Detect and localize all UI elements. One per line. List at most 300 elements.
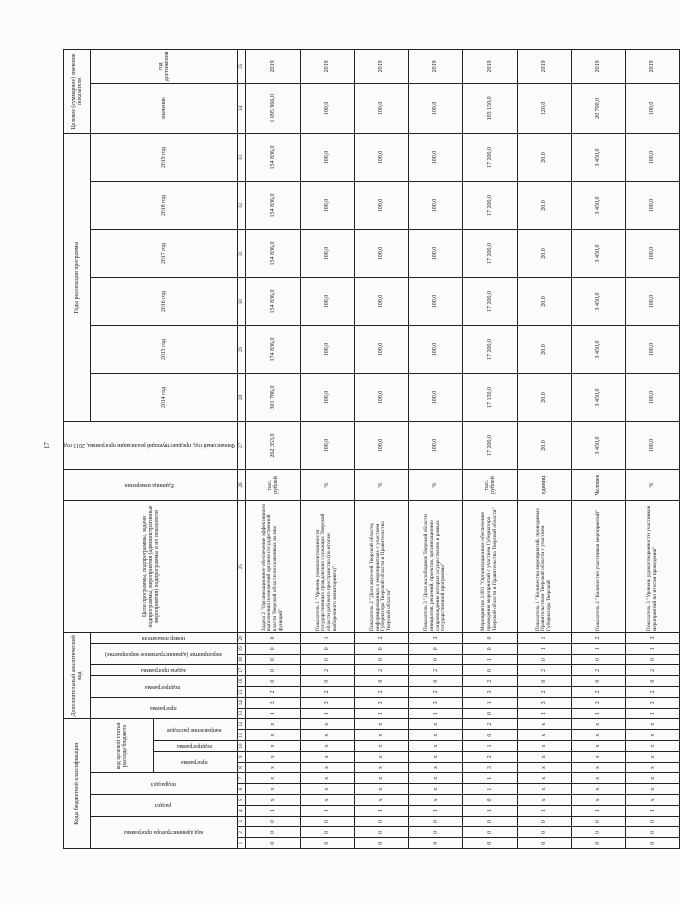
code-cell: 1 (571, 643, 625, 654)
code-cell: 2 (571, 687, 625, 698)
goal-text: Мероприятие 2.001 "Организационное обеспечение проведения мероприятий с участием Губернатора Тверской области и Правительства Тверской области" (463, 501, 517, 633)
code-cell: x (626, 784, 680, 795)
code-cell: 0 (409, 816, 463, 827)
code-cell: x (300, 773, 354, 784)
target-year: 2019 (463, 50, 517, 84)
code-cell: 3 (300, 697, 354, 708)
target-header: Целевое (суммарное) значение показателя (64, 50, 91, 134)
col-num: 16 (238, 676, 246, 687)
code-cell: x (300, 719, 354, 730)
code-cell: 3 (517, 697, 571, 708)
fin-year-header: Финансовый год, предшествующий реализации программы, 2013 год (64, 421, 238, 469)
code-cell: 0 (517, 838, 571, 849)
year-value: 100,0 (626, 277, 680, 325)
col-num: 8 (238, 762, 246, 773)
code-cell: 0 (463, 643, 517, 654)
year-value: 3 450,0 (571, 373, 625, 421)
code-cell: 0 (571, 827, 625, 838)
unit-cell: тыс. рублей (463, 469, 517, 500)
year-value: 100,0 (300, 230, 354, 278)
col-num: 18 (238, 654, 246, 665)
year-value: 3 450,0 (571, 182, 625, 230)
target-value: 100,0 (354, 83, 408, 133)
code-cell: 0 (354, 654, 408, 665)
code-cell: 0 (517, 827, 571, 838)
code-cell: x (300, 784, 354, 795)
code-cell: x (409, 784, 463, 795)
code-cell: 0 (571, 676, 625, 687)
year-value: 20,0 (517, 325, 571, 373)
code-cell: 0 (626, 816, 680, 827)
year-value: 20,0 (517, 373, 571, 421)
code-cell: x (300, 730, 354, 741)
goal-text: Показатель 1 "Уровень укомплектованности государственных гражданских служащих Тверской области рабочего пространства (по итогам выборочного мониторинга)" (300, 501, 354, 633)
col-num: 9 (238, 751, 246, 762)
code-cell: x (626, 741, 680, 752)
year-value: 100,0 (409, 182, 463, 230)
code-cell: 1 (300, 805, 354, 816)
unit-cell: % (354, 469, 408, 500)
code-cell: 2 (409, 687, 463, 698)
code-cell: 0 (463, 795, 517, 806)
code-cell: x (517, 730, 571, 741)
year-value: 100,0 (354, 373, 408, 421)
code-cell: 0 (246, 827, 300, 838)
code-cell: 0 (246, 676, 300, 687)
code-cell: 0 (354, 838, 408, 849)
year-value: 17 150,0 (463, 373, 517, 421)
target-value: 103 150,0 (463, 83, 517, 133)
year-value: 301 786,0 (246, 373, 300, 421)
year-value: 20,0 (517, 277, 571, 325)
code-cell: x (409, 719, 463, 730)
unit-cell: единиц (517, 469, 571, 500)
subprogram-code-header: подпрограмма (154, 741, 238, 752)
code-cell: 1 (517, 708, 571, 719)
code-cell: 3 (626, 633, 680, 644)
code-cell: 1 (300, 708, 354, 719)
target-year: 2019 (626, 50, 680, 84)
code-cell: x (354, 741, 408, 752)
year-value: 100,0 (354, 277, 408, 325)
year-value: 100,0 (300, 182, 354, 230)
code-cell: 0 (300, 654, 354, 665)
code-cell: 2 (300, 687, 354, 698)
unit-cell: % (409, 469, 463, 500)
year-value: 20,0 (517, 230, 571, 278)
code-cell: 0 (463, 838, 517, 849)
col-num: 27 (238, 421, 246, 469)
year-value: 20,0 (517, 182, 571, 230)
col-num: 29 (238, 325, 246, 373)
code-cell: x (246, 751, 300, 762)
code-cell: 1 (463, 773, 517, 784)
year-value: 20,0 (517, 134, 571, 182)
year-value: 3 450,0 (571, 230, 625, 278)
col-num: 25 (238, 501, 246, 633)
code-cell: x (626, 773, 680, 784)
code-cell: 1 (626, 805, 680, 816)
code-cell: 0 (246, 838, 300, 849)
additional-code-header: Дополнительный аналитический код (64, 633, 91, 719)
code-cell: 0 (300, 676, 354, 687)
col-num: 28 (238, 373, 246, 421)
code-cell: x (246, 741, 300, 752)
code-cell: 2 (571, 633, 625, 644)
program-table (63, 49, 680, 849)
table-row (354, 50, 408, 849)
table-row (409, 50, 463, 849)
col-num: 10 (238, 741, 246, 752)
col-num: 19 (238, 643, 246, 654)
unit-cell: % (626, 469, 680, 500)
col-num: 5 (238, 795, 246, 806)
code-cell: x (626, 719, 680, 730)
table-row (463, 50, 517, 849)
col-num: 34 (238, 83, 246, 133)
code-cell: x (571, 751, 625, 762)
year-value: 100,0 (300, 373, 354, 421)
code-cell: x (300, 741, 354, 752)
code-cell: 0 (246, 643, 300, 654)
col-num: 14 (238, 697, 246, 708)
unit-header: Единица измерения (64, 469, 238, 500)
code-cell: x (300, 762, 354, 773)
col-num: 12 (238, 719, 246, 730)
code-cell: x (626, 795, 680, 806)
code-cell: 2 (354, 633, 408, 644)
year-value: 100,0 (300, 325, 354, 373)
code-cell: 2 (409, 665, 463, 676)
code-cell: 1 (409, 708, 463, 719)
target-year: 2019 (354, 50, 408, 84)
target-value: 120,0 (517, 83, 571, 133)
code-cell: 1 (463, 805, 517, 816)
code-cell: x (626, 730, 680, 741)
code-cell: 2 (246, 687, 300, 698)
goal-text: Задача 2 "Организационное обеспечение эффективного выполнения полномочий органов государственной власти Тверской области возложенных на них функций" (246, 501, 300, 633)
goals-header: Цели программы, подпрограммы, задачи подпрограммы, мероприятия (административные мероприятия) подпрограммы и их показатели (64, 501, 238, 633)
program-table-sheet (63, 49, 658, 849)
add-task-header: задача программы (91, 665, 238, 676)
code-cell: x (517, 784, 571, 795)
year-value: 154 836,0 (246, 277, 300, 325)
code-cell: 1 (463, 784, 517, 795)
code-cell: 0 (409, 838, 463, 849)
add-measure-header: мероприятие (административное мероприятие) (91, 643, 238, 665)
table-row (626, 50, 680, 849)
code-cell: 0 (300, 838, 354, 849)
code-cell: x (246, 773, 300, 784)
years-header: Годы реализации программы (64, 134, 91, 422)
table-row (517, 50, 571, 849)
code-cell: 3 (571, 697, 625, 708)
code-cell: 1 (571, 708, 625, 719)
code-cell: x (517, 773, 571, 784)
col-num: 31 (238, 230, 246, 278)
code-cell: 1 (463, 741, 517, 752)
year-value: 100,0 (354, 182, 408, 230)
year-2018-header: 2018 год (91, 182, 238, 230)
target-value: 100,0 (626, 83, 680, 133)
code-cell: 0 (300, 827, 354, 838)
code-cell: 1 (246, 805, 300, 816)
code-cell: x (354, 751, 408, 762)
year-value: 17 200,0 (463, 230, 517, 278)
code-cell: x (246, 719, 300, 730)
code-cell: x (517, 762, 571, 773)
code-cell: 0 (626, 654, 680, 665)
year-value: 100,0 (626, 325, 680, 373)
year-value: 100,0 (626, 134, 680, 182)
code-cell: 1 (354, 708, 408, 719)
page-number: 17 (43, 442, 51, 449)
code-cell: 0 (463, 827, 517, 838)
code-cell: x (571, 762, 625, 773)
code-cell: x (409, 730, 463, 741)
code-cell: 2 (463, 676, 517, 687)
unit-cell: Человек (571, 469, 625, 500)
code-cell: 3 (626, 697, 680, 708)
target-value: 100,0 (300, 83, 354, 133)
target-value: 1 095 966,0 (246, 83, 300, 133)
code-cell: 0 (246, 816, 300, 827)
target-year: 2019 (300, 50, 354, 84)
column-number-row (238, 50, 246, 849)
year-value: 100,0 (626, 373, 680, 421)
table-row (571, 50, 625, 849)
year-value: 100,0 (409, 134, 463, 182)
code-cell: x (246, 762, 300, 773)
table-row (300, 50, 354, 849)
code-cell: 2 (300, 665, 354, 676)
year-value: 100,0 (409, 373, 463, 421)
year-value: 100,0 (300, 277, 354, 325)
table-row (246, 50, 300, 849)
code-cell: 0 (517, 676, 571, 687)
code-cell: 1 (517, 633, 571, 644)
base-value: 3 450,0 (571, 421, 625, 469)
code-cell: 0 (626, 676, 680, 687)
code-cell: 3 (463, 687, 517, 698)
col-num: 33 (238, 134, 246, 182)
code-cell: x (571, 719, 625, 730)
year-value: 100,0 (626, 230, 680, 278)
col-num: 11 (238, 730, 246, 741)
col-num: 20 (238, 633, 246, 644)
program-code-header: программа (154, 751, 238, 773)
code-cell: 0 (463, 665, 517, 676)
code-cell: x (300, 751, 354, 762)
code-cell: x (571, 784, 625, 795)
col-num: 15 (238, 687, 246, 698)
code-cell: x (409, 751, 463, 762)
code-cell: 0 (463, 730, 517, 741)
code-cell: 0 (463, 633, 517, 644)
add-program-header: программа (91, 697, 238, 719)
code-cell: x (409, 741, 463, 752)
code-cell: x (246, 730, 300, 741)
year-value: 100,0 (409, 277, 463, 325)
code-cell: 0 (246, 665, 300, 676)
year-value: 100,0 (354, 230, 408, 278)
col-num: 30 (238, 277, 246, 325)
target-year: 2019 (571, 50, 625, 84)
goal-text: Показатель 2 "Количество участников мероприятий" (571, 501, 625, 633)
code-cell: 0 (354, 643, 408, 654)
code-cell: 0 (354, 816, 408, 827)
col-num: 13 (238, 708, 246, 719)
code-cell: 1 (354, 805, 408, 816)
target-value: 20 700,0 (571, 83, 625, 133)
target-year: 2019 (246, 50, 300, 84)
year-value: 154 836,0 (246, 134, 300, 182)
year-value: 154 836,0 (246, 230, 300, 278)
code-cell: 1 (463, 654, 517, 665)
col-num: 26 (238, 469, 246, 500)
admin-code-header: код администратора программы (91, 816, 238, 848)
code-cell: 1 (517, 643, 571, 654)
code-cell: 1 (517, 805, 571, 816)
code-cell: 1 (463, 697, 517, 708)
section-header: раздел (91, 795, 238, 817)
code-cell: x (409, 762, 463, 773)
year-value: 100,0 (354, 325, 408, 373)
code-cell: 1 (409, 805, 463, 816)
code-cell: 0 (246, 654, 300, 665)
code-cell: x (354, 773, 408, 784)
code-cell: 2 (354, 665, 408, 676)
target-value-header: значение (91, 83, 238, 133)
code-cell: x (517, 751, 571, 762)
year-value: 3 450,0 (571, 134, 625, 182)
code-cell: 0 (626, 827, 680, 838)
year-value: 174 836,0 (246, 325, 300, 373)
code-cell: 2 (463, 751, 517, 762)
code-cell: 1 (571, 805, 625, 816)
goal-text: Показатель 1 "Количество мероприятий, проводимых Правительством Тверской области с участием Губернатора Тверской (517, 501, 571, 633)
year-value: 100,0 (409, 230, 463, 278)
code-cell: 0 (409, 654, 463, 665)
code-cell: x (246, 784, 300, 795)
year-value: 100,0 (300, 134, 354, 182)
target-year: 2019 (409, 50, 463, 84)
code-cell: x (571, 773, 625, 784)
code-cell: 3 (409, 697, 463, 708)
code-cell: 0 (409, 643, 463, 654)
year-value: 154 836,0 (246, 182, 300, 230)
col-num: 3 (238, 816, 246, 827)
code-cell: x (409, 795, 463, 806)
code-cell: x (517, 719, 571, 730)
year-2016-header: 2016 год (91, 277, 238, 325)
code-cell: 0 (463, 816, 517, 827)
code-cell: x (354, 719, 408, 730)
col-num: 7 (238, 773, 246, 784)
code-cell: x (300, 795, 354, 806)
year-value: 17 200,0 (463, 325, 517, 373)
col-num: 17 (238, 665, 246, 676)
col-num: 35 (238, 50, 246, 84)
code-cell: x (517, 795, 571, 806)
target-item-header: код целевой статьи расхода бюджета (91, 719, 154, 773)
code-cell: 1 (626, 708, 680, 719)
code-cell: x (354, 730, 408, 741)
code-cell: 2 (517, 687, 571, 698)
base-value: 100,0 (354, 421, 408, 469)
code-cell: 2 (626, 665, 680, 676)
code-cell: 0 (354, 676, 408, 687)
code-cell: 2 (517, 665, 571, 676)
program-rows (246, 50, 680, 849)
year-2019-header: 2019 год (91, 134, 238, 182)
year-value: 100,0 (354, 134, 408, 182)
base-value: 262 353,0 (246, 421, 300, 469)
code-cell: 0 (246, 633, 300, 644)
code-cell: x (571, 741, 625, 752)
year-value: 100,0 (409, 325, 463, 373)
col-num: 4 (238, 805, 246, 816)
code-cell: 2 (463, 719, 517, 730)
code-cell: x (354, 784, 408, 795)
col-num: 2 (238, 827, 246, 838)
code-cell: 0 (300, 816, 354, 827)
subsection-header: подраздел (91, 773, 238, 795)
code-cell: 0 (626, 838, 680, 849)
code-cell: x (246, 795, 300, 806)
code-cell: x (571, 795, 625, 806)
add-subprogram-header: подпрограмма (91, 676, 238, 698)
goal-text: Показатель 3 "Доля жалобщиков Тверской области инициатив, решений, проектов, организационно сопровождение которых осуществлено в рамках государственной программы" (409, 501, 463, 633)
code-cell: x (517, 741, 571, 752)
code-cell: x (626, 751, 680, 762)
base-value: 100,0 (626, 421, 680, 469)
code-cell: 0 (300, 643, 354, 654)
year-value: 3 450,0 (571, 277, 625, 325)
code-cell: 1 (626, 643, 680, 654)
code-cell: 0 (463, 708, 517, 719)
year-2014-header: 2014 год (91, 373, 238, 421)
code-cell: 0 (517, 654, 571, 665)
code-cell: 1 (300, 633, 354, 644)
code-cell: 0 (517, 816, 571, 827)
code-cell: 1 (246, 708, 300, 719)
code-cell: 0 (354, 827, 408, 838)
code-cell: 0 (409, 676, 463, 687)
year-value: 100,0 (626, 182, 680, 230)
code-cell: 0 (409, 827, 463, 838)
code-cell: 3 (354, 697, 408, 708)
code-cell: x (409, 773, 463, 784)
code-cell: 3 (409, 633, 463, 644)
code-cell: 0 (571, 654, 625, 665)
goal-text: Показатель 3 "Уровень удовлетворенности участников мероприятий по итогам проведения" (626, 501, 680, 633)
base-value: 100,0 (409, 421, 463, 469)
code-cell: 3 (463, 762, 517, 773)
col-num: 1 (238, 838, 246, 849)
base-value: 17 200,0 (463, 421, 517, 469)
expense-dir-header: направление расходов (154, 719, 238, 741)
code-cell: 2 (354, 687, 408, 698)
code-cell: x (354, 762, 408, 773)
code-cell: 2 (571, 665, 625, 676)
unit-cell: тыс. рублей (246, 469, 300, 500)
col-num: 32 (238, 182, 246, 230)
year-2015-header: 2015 год (91, 325, 238, 373)
code-cell: 0 (571, 816, 625, 827)
code-cell: x (571, 730, 625, 741)
base-value: 100,0 (300, 421, 354, 469)
